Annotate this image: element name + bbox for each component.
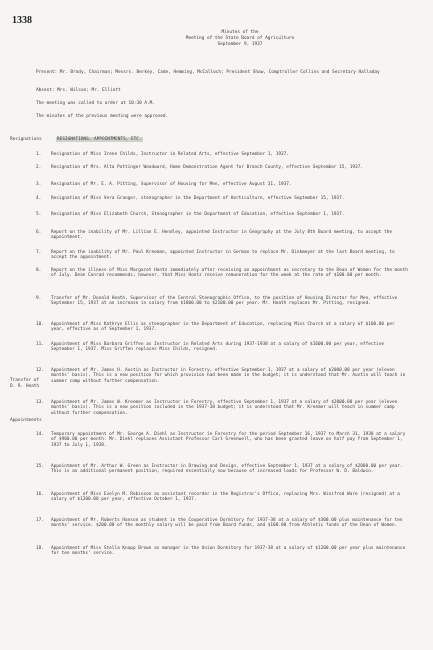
list-item: 1. Resignation of Miss Irene Childs, Instructor in Related Arts, effective September 1, 1937. (36, 152, 289, 157)
list-item: 6. Report on the inability of Mr. Lillian E. Hendley, appointed Instructor in Geography at the July 8th Board meeting, to accept the appointment. (36, 230, 392, 241)
list-item: 15. Appointment of Mr. Arthur W. Green as Instructor in Drawing and Design, effective September 1, 1937 at a salary of $2000.00 per year. This is an additional permanent position, required essentially now because of increased loads for Professor W. D. Baldwin. (36, 464, 403, 475)
list-item: 5. Resignation of Miss Elizabeth Church, Stenographer in the Department of Education, effective September 1, 1937. (36, 212, 345, 217)
list-item: 2. Resignation of Mrs. Alta Pottinger Woodward, Home Demonstration Agent for Branch County, effective September 15, 1937. (36, 165, 363, 170)
minutes-approved-line: The minutes of the previous meeting were approved. (36, 114, 169, 119)
list-item: 12. Appointment of Mr. James H. Austin as Instructor in Forestry, effective September 1, 1937 at a salary of $2000.00 per year (eleven months' basis). This is a new position for which provision had been made in the budget; it is understood that Mr. Austin will teach in summer camp without further compensation. (36, 368, 406, 384)
margin-transfer: Transfer of (10, 378, 40, 383)
present-line: Present: Mr. Brody, Chairman; Messrs. Berkey, Cade, Hemming, McCalloch; President Shaw, Comptroller Collins and Secretary Halladay (36, 70, 380, 75)
margin-resignations: Resignations (10, 137, 42, 142)
meeting-date: September 9, 1937 (217, 42, 263, 47)
called-to-order-line: The meeting was called to order at 10:30 A.M. (36, 101, 155, 106)
list-item: 8. Report on the illness of Miss Margaret Hontz immediately after receiving an appointment as secretary to the Dean of Women for the month of July. Dean Conrad recommends, however, that Miss Hontz receive remuneration for the week at the rate of $100.00 per month. (36, 268, 408, 279)
section-heading (56, 137, 143, 142)
absent-line: Absent: Mrs. Wilson; Mr. Elliott (36, 88, 121, 93)
minutes-title: Minutes of the (221, 30, 259, 35)
list-item: 4. Resignation of Miss Vera Granger, stenographer in the Department of Horticulture, effective September 15, 1937. (36, 196, 345, 201)
list-item: 11. Appointment of Miss Barbara Griffen as Instructor in Related Arts during 1937-1938 at a salary of $1600.00 per year, effective September 1, 1937. Miss Griffen replaces Miss Childs, resigned. (36, 342, 385, 353)
margin-appointments: Appointments (10, 418, 42, 423)
list-item: 17. Appointment of Mr. Roberts Hanson as student in the Cooperative Dormitory for 1937-38 at a salary of $300.00 plus maintenance for ten months' service. $200.00 of the monthly salary will be paid from Board funds, and $100.00 from Athletic funds of the Dean of Women. (36, 518, 403, 529)
list-item: 10. Appointment of Miss Kathryn Ellis as stenographer in the Department of Education, replacing Miss Church at a salary of $100.00 per year, effective as of September 1, 1937. (36, 322, 395, 333)
list-item: 16. Appointment of Miss Evelyn M. Robinson as assistant recorder in the Registrar's Office, replacing Mrs. Winifred Ware (resigned) at a salary of $1200.00 per year, effective October 1, 1937. (36, 492, 400, 503)
list-item: 14. Temporary appointment of Mr. George A. Diehl as Instructor in Forestry for the period September 16, 1937 to March 31, 1938 at a salary of $900.00 per month. Mr. Diehl replaces Assistant Professor Carl Greenwell, who has been granted leave on half pay from September 1, 1937 to July 1, 1938. (36, 432, 406, 448)
list-item: 13. Appointment of Mr. James W. Kreemer as Instructor in Forestry, effective September 1, 1937 at a salary of $2000.00 per year (eleven months' basis). This is a new position included in the 1937-38 budget; it is understood that Mr. Kreemer will teach in summer camp without further compensation. (36, 400, 398, 416)
list-item: 18. Appointment of Miss Stella Knapp Brown as manager in the Union Dormitory for 1937-38 at a salary of $1200.00 per year plus maintenance for ten months' service. (36, 546, 406, 557)
list-item: 9. Transfer of Mr. Donald Heath, Supervisor of the Central Stenographic Office, to the position of Housing Director for Men, effective September 15, 1937 at an increase in salary from $1800.00 to $2100.00 per year. Mr. Heath replaces Mr. Pitting, resigned. (36, 296, 398, 307)
meeting-title: Meeting of the State Board of Agriculture (185, 36, 295, 41)
list-item: 7. Report on the inability of Mr. Paul Kreeman, appointed Instructor in German to replace Mr. Dinkmeyer at the last Board meeting, to accept the appointment. (36, 250, 395, 261)
list-item: 3. Resignation of Mr. E. A. Pitting, Supervisor of Housing for Men, effective August 31, 1937. (36, 182, 292, 187)
page-number: 1338 (12, 15, 32, 26)
section-heading-text: RESIGNATIONS, APPOINTMENTS, ETC. (57, 137, 142, 142)
margin-transfer-name: D. R. Heath (10, 384, 40, 389)
